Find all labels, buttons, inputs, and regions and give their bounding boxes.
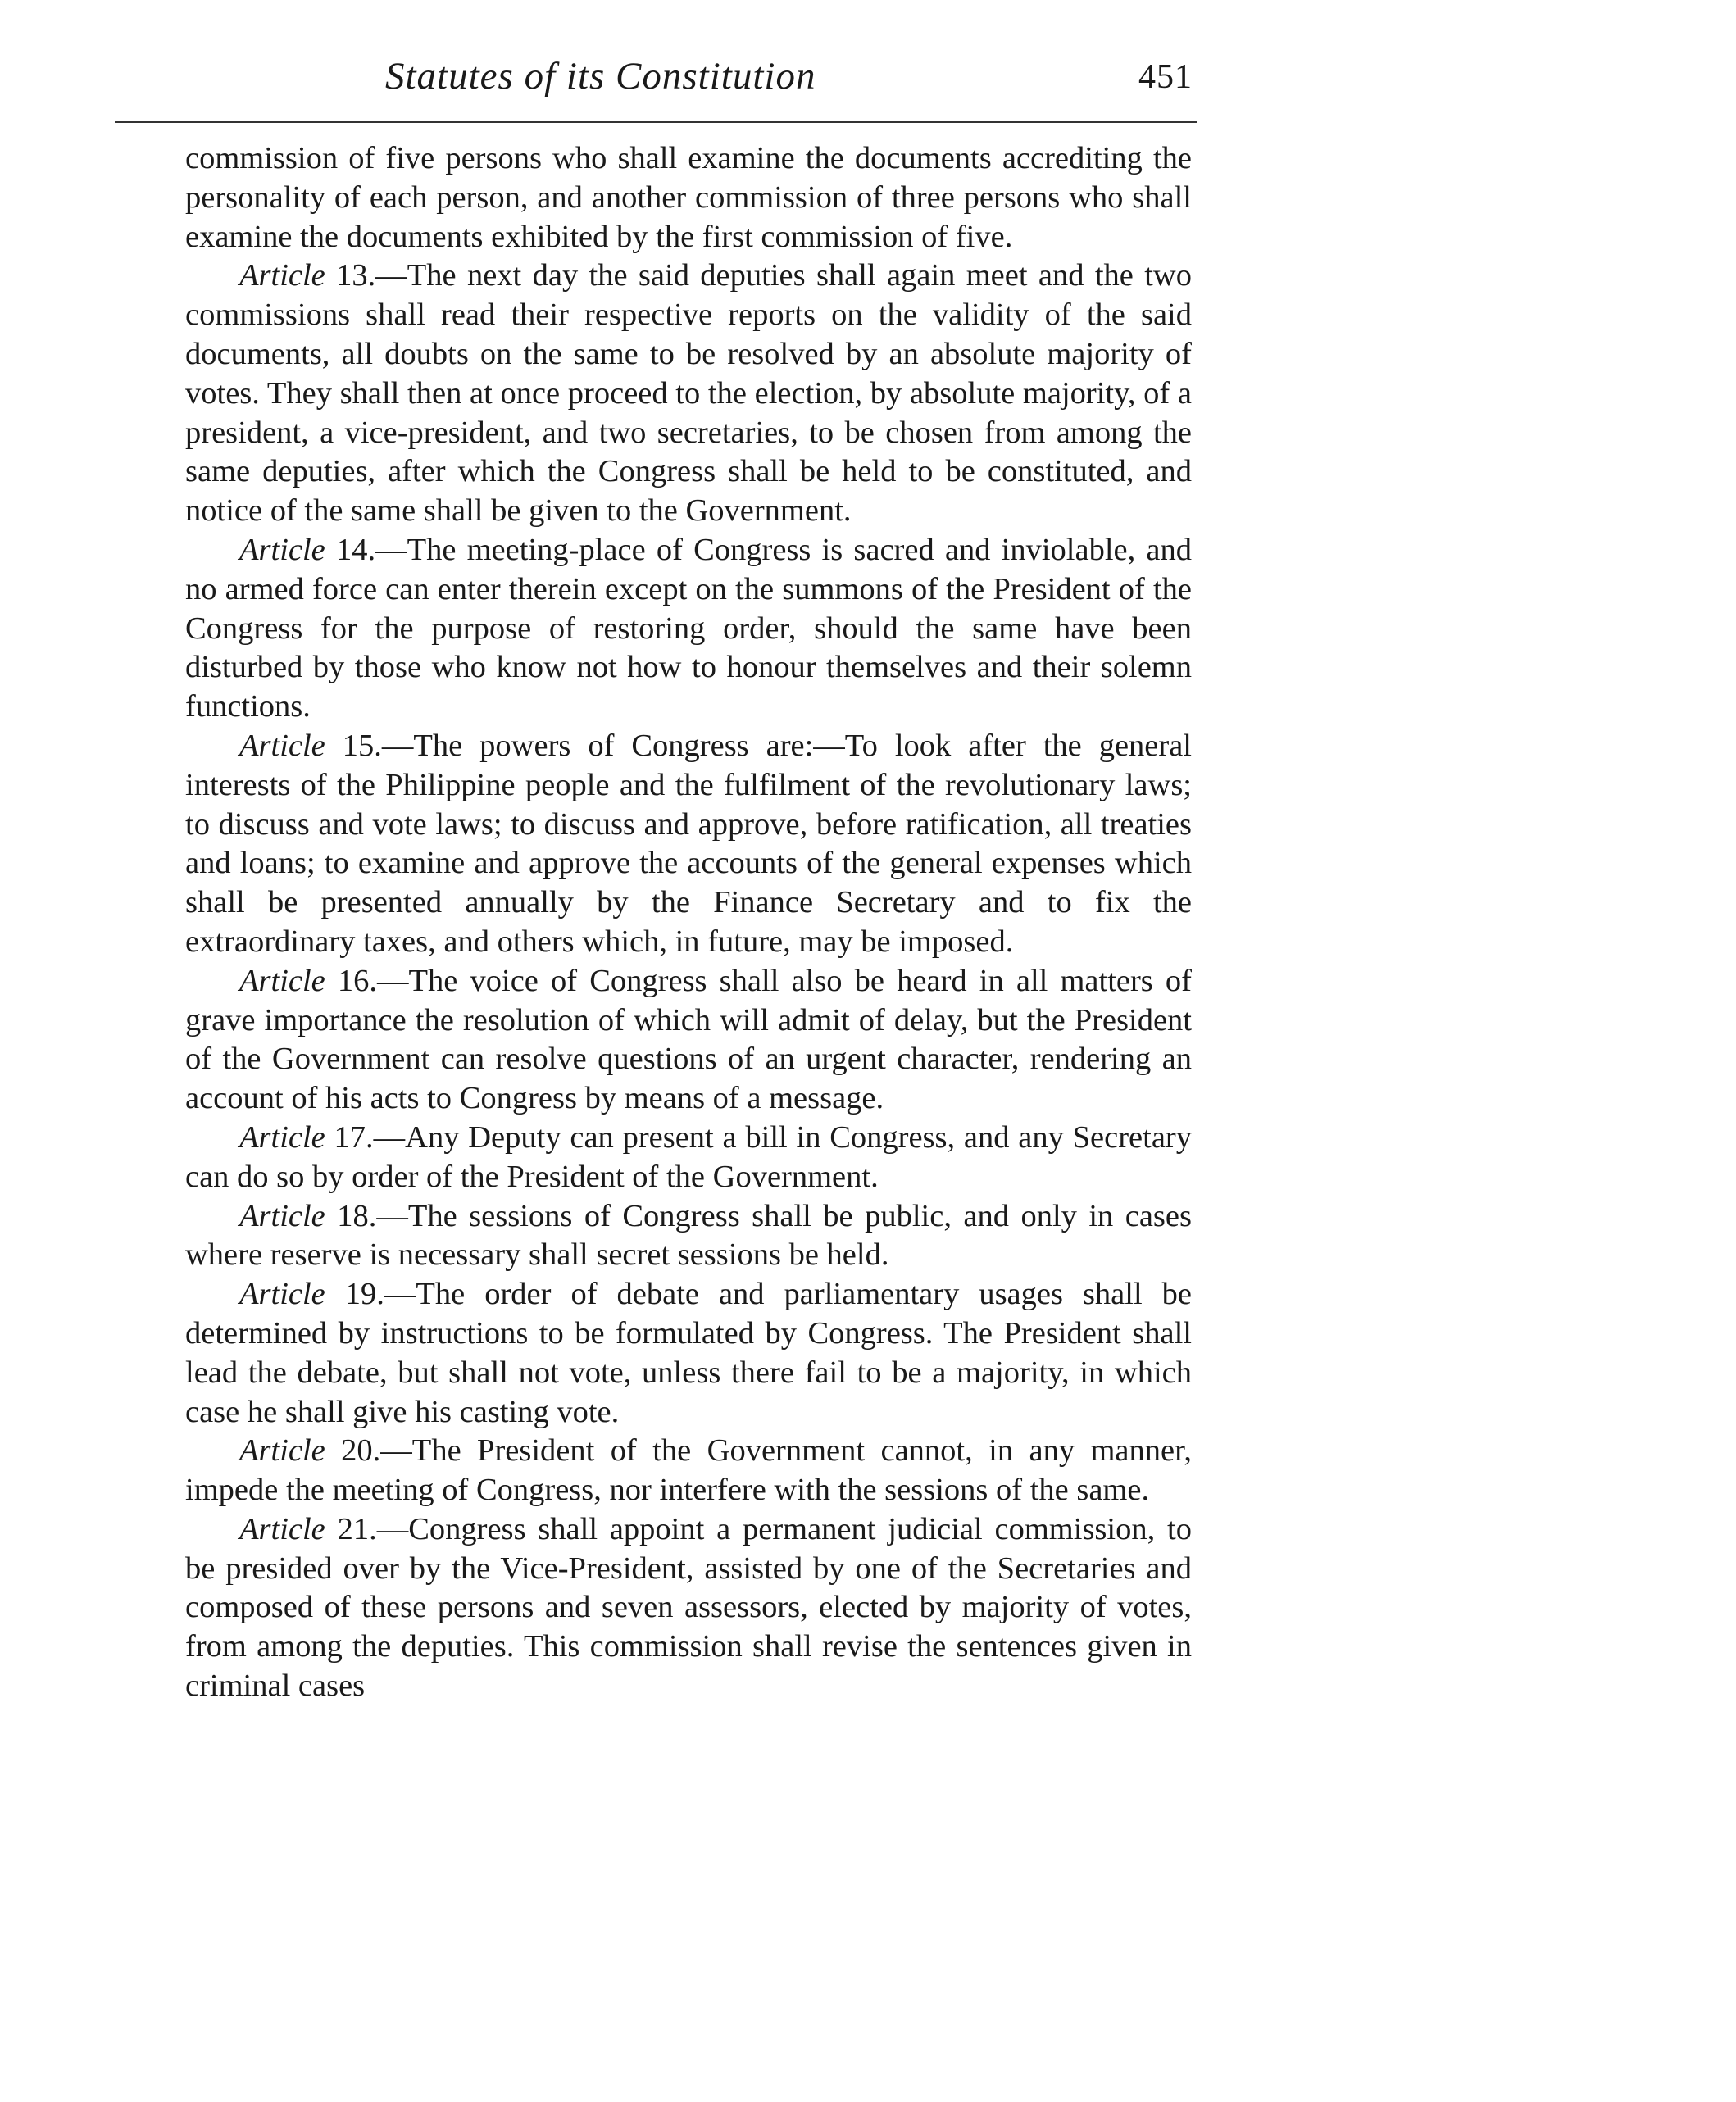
article-18 xyxy=(185,1197,1192,1276)
paragraph-continuation xyxy=(185,139,1192,257)
article-19 xyxy=(185,1275,1192,1432)
article-text: 20.—The President of the Government cannot, in any manner, impede the meeting of Congress, nor interfere with the sessions of the same. xyxy=(185,1433,1192,1508)
article-text: 18.—The sessions of Congress shall be public, and only in cases where reserve is necessary shall secret sessions be held. xyxy=(185,1198,1192,1273)
article-text: 16.—The voice of Congress shall also be heard in all matters of grave importance the resolution of which will admit of delay, but the President of the Government can resolve questions of an urgent character, rendering an account of his acts to Congress by means of a message. xyxy=(185,963,1192,1116)
article-text: 17.—Any Deputy can present a bill in Congress, and any Secretary can do so by order of the President of the Government. xyxy=(185,1119,1192,1194)
article-label: Article xyxy=(239,1119,325,1155)
article-16 xyxy=(185,962,1192,1119)
article-label: Article xyxy=(239,963,325,998)
body-text xyxy=(185,139,1192,1706)
article-text: 14.—The meeting-place of Congress is sacred and inviolable, and no armed force can enter therein except on the summons of the President of the Congress for the purpose of restoring order, should the same have been disturbed by those who know not how to honour themselves and their solemn functions. xyxy=(185,532,1192,724)
article-label: Article xyxy=(239,1198,325,1233)
article-label: Article xyxy=(239,1433,325,1469)
page-number: 451 xyxy=(1138,58,1193,96)
running-title: Statutes of its Constitution xyxy=(385,55,816,98)
article-13 xyxy=(185,257,1192,531)
article-20 xyxy=(185,1432,1192,1510)
article-14 xyxy=(185,531,1192,727)
article-text: 21.—Congress shall appoint a permanent judicial commission, to be presided over by the Vice-President, assisted by one of the Secretaries and composed of these persons and seven assessors, elected by majority of votes, from among the deputies. This commission shall revise the sentences given in criminal cases xyxy=(185,1511,1192,1704)
article-label: Article xyxy=(239,728,325,763)
article-15 xyxy=(185,727,1192,962)
paragraph-text: commission of five persons who shall examine the documents accrediting the personality of each person, and another commission of three persons who shall examine the documents exhibited by the first commission of five. xyxy=(185,141,1192,254)
article-text: 15.—The powers of Congress are:—To look after the general interests of the Philippine people and the fulfilment of the revolutionary laws; to discuss and vote laws; to discuss and approve, before ratification, all treaties and loans; to examine and approve the accounts of the general expenses which shall be presented annually by the Finance Secretary and to fix the extraordinary taxes, and others which, in future, may be imposed. xyxy=(185,728,1192,959)
header-rule xyxy=(115,121,1197,123)
article-label: Article xyxy=(239,1511,325,1546)
article-text: 19.—The order of debate and parliamentary usages shall be determined by instructions to be formulated by Congress. The President shall lead the debate, but shall not vote, unless there fail to be a majority, in which case he shall give his casting vote. xyxy=(185,1277,1192,1429)
article-17 xyxy=(185,1119,1192,1197)
article-text: 13.—The next day the said deputies shall again meet and the two commissions shall read their respective reports on the validity of the said documents, all doubts on the same to be resolved by an absolute majority of votes. They shall then at once proceed to the election, by absolute majority, of a president, a vice-president, and two secretaries, to be chosen from among the same deputies, after which the Congress shall be held to be constituted, and notice of the same shall be given to the Government. xyxy=(185,258,1192,529)
article-label: Article xyxy=(239,258,325,293)
article-label: Article xyxy=(239,1277,325,1312)
page-header xyxy=(184,54,1193,111)
article-21 xyxy=(185,1510,1192,1706)
article-label: Article xyxy=(239,532,325,567)
